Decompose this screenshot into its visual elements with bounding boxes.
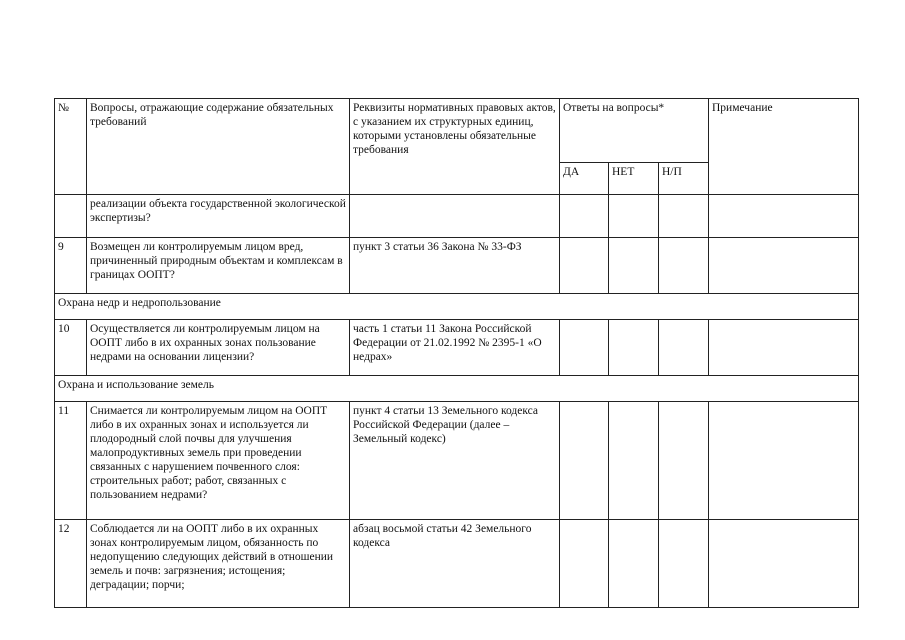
row-question: Соблюдается ли на ООПТ либо в их охранных зонах контролируемым лицом, обязанность по недопущению следующих действий в отношении земель и почв: загрязнения; истощения; деградации; порчи; bbox=[87, 520, 350, 608]
section-title-subsoil: Охрана недр и недропользование bbox=[55, 294, 859, 320]
answer-na-cell[interactable] bbox=[659, 238, 709, 294]
section-row bbox=[55, 294, 859, 320]
answer-no-cell[interactable] bbox=[609, 195, 659, 238]
section-title-land: Охрана и использование земель bbox=[55, 376, 859, 402]
answer-yes-cell[interactable] bbox=[560, 320, 609, 376]
answer-na-cell[interactable] bbox=[659, 402, 709, 520]
header-num: № bbox=[55, 99, 87, 195]
note-cell[interactable] bbox=[709, 238, 859, 294]
answer-na-cell[interactable] bbox=[659, 320, 709, 376]
answer-no-cell[interactable] bbox=[609, 402, 659, 520]
note-cell[interactable] bbox=[709, 320, 859, 376]
row-question: Возмещен ли контролируемым лицом вред, причиненный природным объектам и комплексам в границах ООПТ? bbox=[87, 238, 350, 294]
row-num: 9 bbox=[55, 238, 87, 294]
answer-yes-cell[interactable] bbox=[560, 195, 609, 238]
table-row bbox=[55, 402, 859, 520]
header-row bbox=[55, 99, 859, 163]
answer-yes-cell[interactable] bbox=[560, 402, 609, 520]
row-question: Осуществляется ли контролируемым лицом на ООПТ либо в их охранных зонах пользование недрами на основании лицензии? bbox=[87, 320, 350, 376]
row-ref: пункт 3 статьи 36 Закона № 33-ФЗ bbox=[350, 238, 560, 294]
row-ref: абзац восьмой статьи 42 Земельного кодекса bbox=[350, 520, 560, 608]
row-ref bbox=[350, 195, 560, 238]
row-ref: пункт 4 статьи 13 Земельного кодекса Российской Федерации (далее – Земельный кодекс) bbox=[350, 402, 560, 520]
note-cell[interactable] bbox=[709, 520, 859, 608]
answer-no-cell[interactable] bbox=[609, 520, 659, 608]
header-requisites: Реквизиты нормативных правовых актов, с указанием их структурных единиц, которыми установлены обязательные требования bbox=[350, 99, 560, 195]
row-num: 10 bbox=[55, 320, 87, 376]
row-ref: часть 1 статьи 11 Закона Российской Федерации от 21.02.1992 № 2395-1 «О недрах» bbox=[350, 320, 560, 376]
answer-yes-cell[interactable] bbox=[560, 520, 609, 608]
header-note: Примечание bbox=[709, 99, 859, 195]
header-yes: ДА bbox=[560, 163, 609, 195]
row-num: 12 bbox=[55, 520, 87, 608]
checklist-table bbox=[54, 98, 859, 608]
row-question: Снимается ли контролируемым лицом на ООПТ либо в их охранных зонах и используется ли плодородный слой почвы для улучшения малопродуктивных земель при проведении связанных с нарушением почвенного слоя: строительных работ; работ, связанных с пользованием недрами? bbox=[87, 402, 350, 520]
header-no: НЕТ bbox=[609, 163, 659, 195]
table-row-continuation bbox=[55, 195, 859, 238]
table-row bbox=[55, 238, 859, 294]
header-na: Н/П bbox=[659, 163, 709, 195]
answer-no-cell[interactable] bbox=[609, 320, 659, 376]
answer-yes-cell[interactable] bbox=[560, 238, 609, 294]
note-cell[interactable] bbox=[709, 195, 859, 238]
answer-na-cell[interactable] bbox=[659, 195, 709, 238]
section-row bbox=[55, 376, 859, 402]
row-num-cell bbox=[55, 195, 87, 238]
row-num: 11 bbox=[55, 402, 87, 520]
table-row bbox=[55, 520, 859, 608]
note-cell[interactable] bbox=[709, 402, 859, 520]
header-answers: Ответы на вопросы* bbox=[560, 99, 709, 163]
table-row bbox=[55, 320, 859, 376]
answer-na-cell[interactable] bbox=[659, 520, 709, 608]
row-question: реализации объекта государственной экологической экспертизы? bbox=[87, 195, 350, 238]
answer-no-cell[interactable] bbox=[609, 238, 659, 294]
header-question: Вопросы, отражающие содержание обязательных требований bbox=[87, 99, 350, 195]
